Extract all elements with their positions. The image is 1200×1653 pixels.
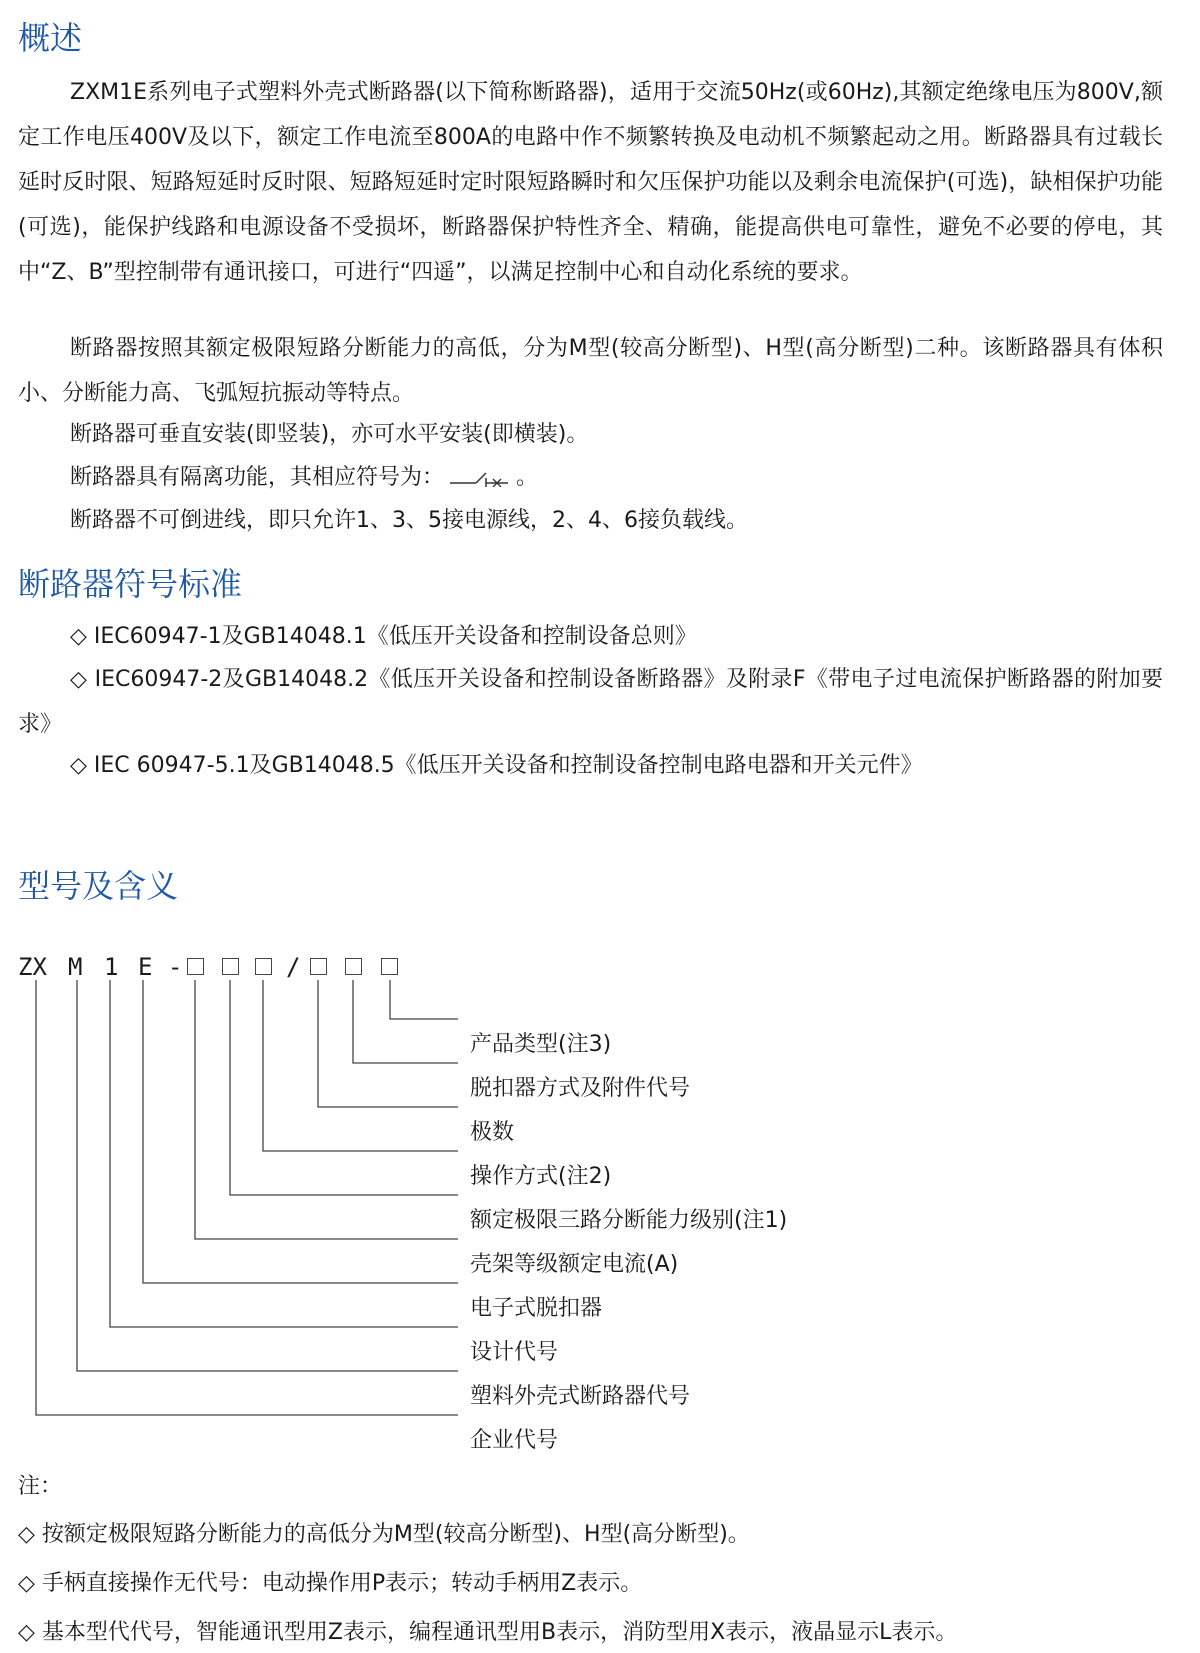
standard-item-1: ◇ IEC60947-1及GB14048.1《低压开关设备和控制设备总则》 <box>70 624 697 649</box>
model-label-operation: 操作方式(注2) <box>470 1164 612 1189</box>
section-title-standards: 断路器符号标准 <box>18 565 243 603</box>
section-title-model: 型号及含义 <box>18 867 179 905</box>
model-label-electronic-release: 电子式脱扣器 <box>470 1296 603 1321</box>
overview-paragraph-3: 断路器可垂直安装(即竖装)，亦可水平安装(即横装)。 <box>70 422 589 447</box>
model-label-company-code: 企业代号 <box>470 1428 559 1453</box>
standard-item-3: ◇ IEC 60947-5.1及GB14048.5《低压开关设备和控制设备控制电路电器和开关元件》 <box>70 753 923 778</box>
isolation-text: 断路器具有隔离功能，其相应符号为： <box>70 465 445 490</box>
overview-paragraph-2: 断路器按照其额定极限短路分断能力的高低，分为M型(较高分断型)、H型(高分断型)二种。该断路器具有体积小、分断能力高、飞弧短抗振动等特点。 <box>18 336 1163 406</box>
note-item-1: ◇ 按额定极限短路分断能力的高低分为M型(较高分断型)、H型(高分断型)。 <box>18 1522 750 1547</box>
code-m: M <box>68 953 83 981</box>
note-item-2: ◇ 手柄直接操作无代号：电动操作用P表示；转动手柄用Z表示。 <box>18 1571 643 1596</box>
standard-item-2: ◇ IEC60947-2及GB14048.2《低压开关设备和控制设备断路器》及附录F《带电子过电流保护断路器的附加要求》 <box>18 667 1163 737</box>
code-e: E <box>138 953 153 981</box>
model-label-design-code: 设计代号 <box>470 1340 559 1365</box>
section-title-overview: 概述 <box>18 19 83 57</box>
model-label-frame-current: 壳架等级额定电流(A) <box>470 1252 679 1277</box>
note-item-3: ◇ 基本型代代号，智能通讯型用Z表示，编程通讯型用B表示，消防型用X表示，液晶显示L表示。 <box>18 1620 958 1645</box>
model-label-mccb-code: 塑料外壳式断路器代号 <box>470 1384 691 1409</box>
overview-paragraph-5: 断路器不可倒进线，即只允许1、3、5接电源线，2、4、6接负载线。 <box>70 508 748 533</box>
model-label-product-type: 产品类型(注3) <box>470 1032 612 1057</box>
notes-heading: 注： <box>18 1474 63 1499</box>
code-dash: - <box>168 953 183 981</box>
code-zx: ZX <box>18 953 47 981</box>
model-label-poles: 极数 <box>470 1120 515 1145</box>
model-label-breaking-level: 额定极限三路分断能力级别(注1) <box>470 1208 788 1233</box>
code-1: 1 <box>104 953 119 981</box>
isolation-text-end: 。 <box>516 465 539 490</box>
model-label-release-accessory: 脱扣器方式及附件代号 <box>470 1076 691 1101</box>
overview-paragraph-1: ZXM1E系列电子式塑料外壳式断路器(以下简称断路器)，适用于交流50Hz(或60Hz),其额定绝缘电压为800V,额定工作电压400V及以下，额定工作电流至800A的电路中作不频繁转换及电动机不频繁起动之用。断路器具有过载长延时反时限、短路短延时反时限、短路短延时定时限短路瞬时和欠压保护功能以及剩余电流保护(可选)，缺相保护功能(可选)，能保护线路和电源设备不受损坏，断路器保护特性齐全、精确，能提高供电可靠性，避免不必要的停电，其中“Z、B”型控制带有通讯接口，可进行“四遥”，以满足控制中心和自动化系统的要求。 <box>18 80 1163 285</box>
code-slash: / <box>286 953 301 981</box>
